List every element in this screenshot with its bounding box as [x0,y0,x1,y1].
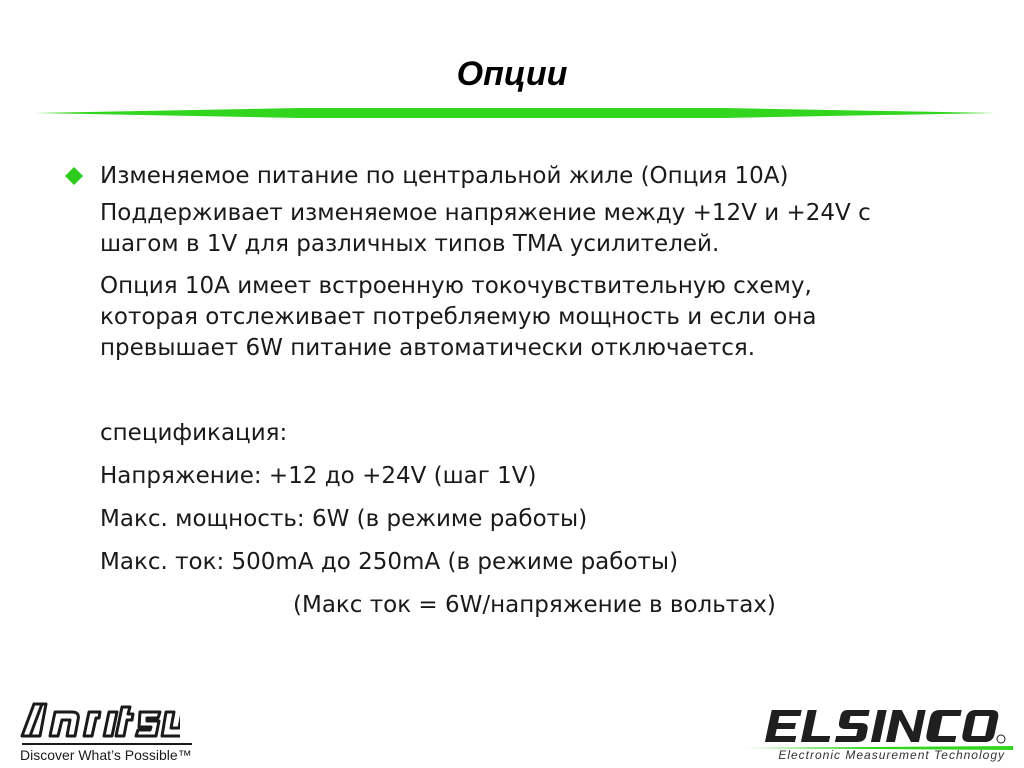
spec-note: (Макс ток = 6W/напряжение в вольтах) [293,592,776,618]
elsinco-tagline: Electronic Measurement Technology [778,748,1005,762]
paragraph-2-line-3: превышает 6W питание автоматически отключается. [100,335,756,361]
paragraph-1-line-2: шагом в 1V для различных типов TMA усилителей. [100,231,720,257]
elsinco-wordmark [755,704,1007,748]
elsinco-logo [745,700,1013,768]
spec-label: спецификация: [100,420,288,446]
bullet-heading: Изменяемое питание по центральной жиле (Опция 10А) [100,163,789,189]
anritsu-tagline: Discover What’s Possible™ [20,747,192,763]
spec-max-power: Макс. мощность: 6W (в режиме работы) [100,506,588,532]
paragraph-2-line-2: которая отслеживает потребляемую мощность и если она [100,304,817,330]
paragraph-1-line-1: Поддерживает изменяемое напряжение между +12V и +24V с [100,200,871,226]
spec-voltage: Напряжение: +12 до +24V (шаг 1V) [100,463,537,489]
spec-max-current: Макс. ток: 500mA до 250mA (в режиме работы) [100,549,679,575]
anritsu-logo [20,700,195,768]
page-title: Опции [456,55,568,93]
diamond-bullet-icon [65,167,83,185]
anritsu-underline [22,743,192,745]
anritsu-wordmark [20,700,180,740]
title-divider [0,104,1024,124]
paragraph-2-line-1: Опция 10А имеет встроенную токочувствительную схему, [100,273,812,299]
